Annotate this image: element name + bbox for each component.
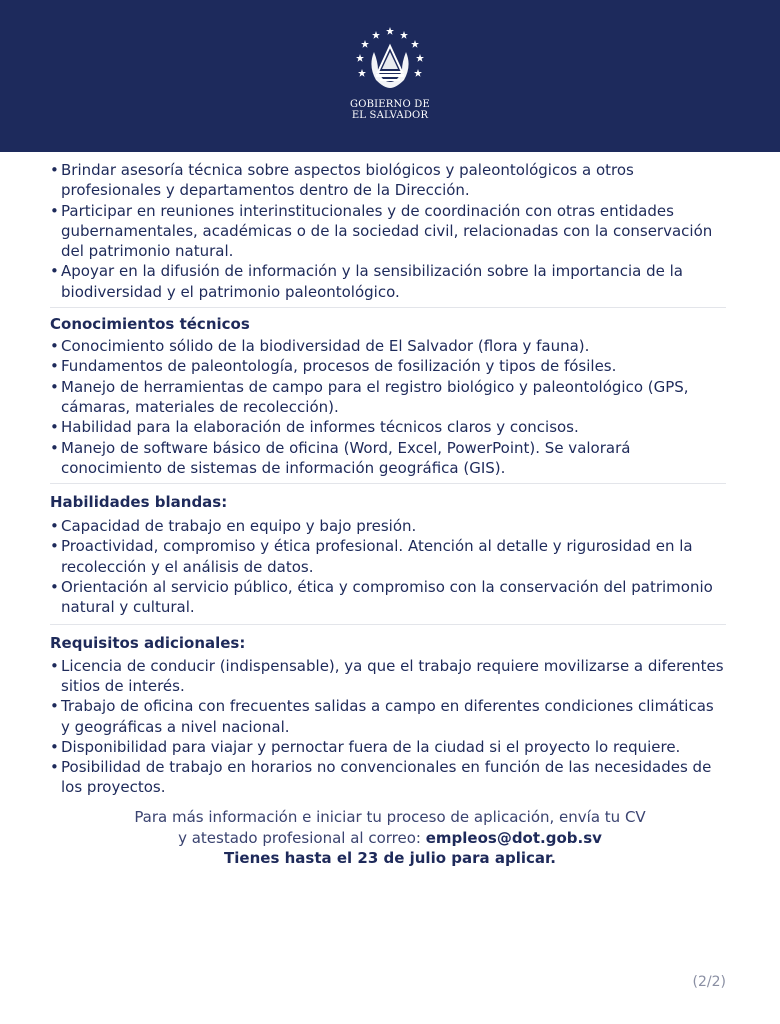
government-name (290, 99, 490, 121)
el-salvador-coat-of-arms-icon (354, 26, 426, 98)
list-item: • Licencia de conducir (indispensable), ya que el trabajo requiere movilizarse a diferentes sitios de interés. (50, 656, 726, 697)
section-divider (50, 307, 726, 308)
conocimientos-list (50, 336, 726, 478)
list-item: • Orientación al servicio público, ética y compromiso con la conservación del patrimonio natural y cultural. (50, 577, 726, 618)
list-item: • Proactividad, compromiso y ética profesional. Atención al detalle y rigurosidad en la recolección y el análisis de datos. (50, 536, 726, 577)
list-item: • Manejo de software básico de oficina (Word, Excel, PowerPoint). Se valorará conocimiento de sistemas de información geográfica (GIS). (50, 438, 726, 479)
habilidades-list (50, 516, 726, 617)
deadline-text: Tienes hasta el 23 de julio para aplicar. (224, 849, 556, 867)
gov-name-line2: EL SALVADOR (351, 110, 429, 121)
section-divider (50, 483, 726, 484)
section-title-requisitos: Requisitos adicionales: (50, 633, 246, 652)
requisitos-list (50, 656, 726, 798)
list-item: • Disponibilidad para viajar y pernoctar fuera de la ciudad si el proyecto lo requiere. (50, 737, 726, 757)
list-item: • Apoyar en la difusión de información y la sensibilización sobre la importancia de la biodiversidad y el patrimonio paleontológico. (50, 261, 726, 302)
section-divider (50, 624, 726, 625)
application-deadline (60, 848, 720, 869)
section-title-habilidades: Habilidades blandas: (50, 493, 228, 512)
list-item: • Brindar asesoría técnica sobre aspectos biológicos y paleontológicos a otros profesionales y departamentos dentro de la Dirección. (50, 160, 726, 201)
list-item: • Habilidad para la elaboración de informes técnicos claros y concisos. (50, 417, 726, 437)
list-item: • Capacidad de trabajo en equipo y bajo presión. (50, 516, 726, 536)
application-info-line1: Para más información e iniciar tu proceso de aplicación, envía tu CV (134, 808, 646, 826)
application-info-line2 (60, 828, 720, 849)
list-item: • Trabajo de oficina con frecuentes salidas a campo en diferentes condiciones climáticas y geográficas a nivel nacional. (50, 696, 726, 737)
gov-name-line1: GOBIERNO DE (350, 99, 430, 110)
application-info-prefix: y atestado profesional al correo: (178, 828, 426, 847)
list-item: • Fundamentos de paleontología, procesos de fosilización y tipos de fósiles. (50, 356, 726, 376)
list-item: • Posibilidad de trabajo en horarios no convencionales en función de las necesidades de los proyectos. (50, 757, 726, 798)
list-item: • Manejo de herramientas de campo para el registro biológico y paleontológico (GPS, cámaras, materiales de recolección). (50, 377, 726, 418)
intro-list (50, 160, 726, 302)
application-info (60, 807, 720, 869)
page-number: (2/2) (692, 974, 726, 990)
contact-email[interactable]: empleos@dot.gob.sv (425, 828, 602, 847)
section-title-conocimientos: Conocimientos técnicos (50, 315, 250, 334)
document-body (50, 160, 726, 798)
header-banner (0, 0, 780, 152)
list-item: • Conocimiento sólido de la biodiversidad de El Salvador (flora y fauna). (50, 336, 726, 356)
list-item: • Participar en reuniones interinstitucionales y de coordinación con otras entidades gubernamentales, académicas o de la sociedad civil, relacionadas con la conservación del patrimonio natural. (50, 201, 726, 262)
